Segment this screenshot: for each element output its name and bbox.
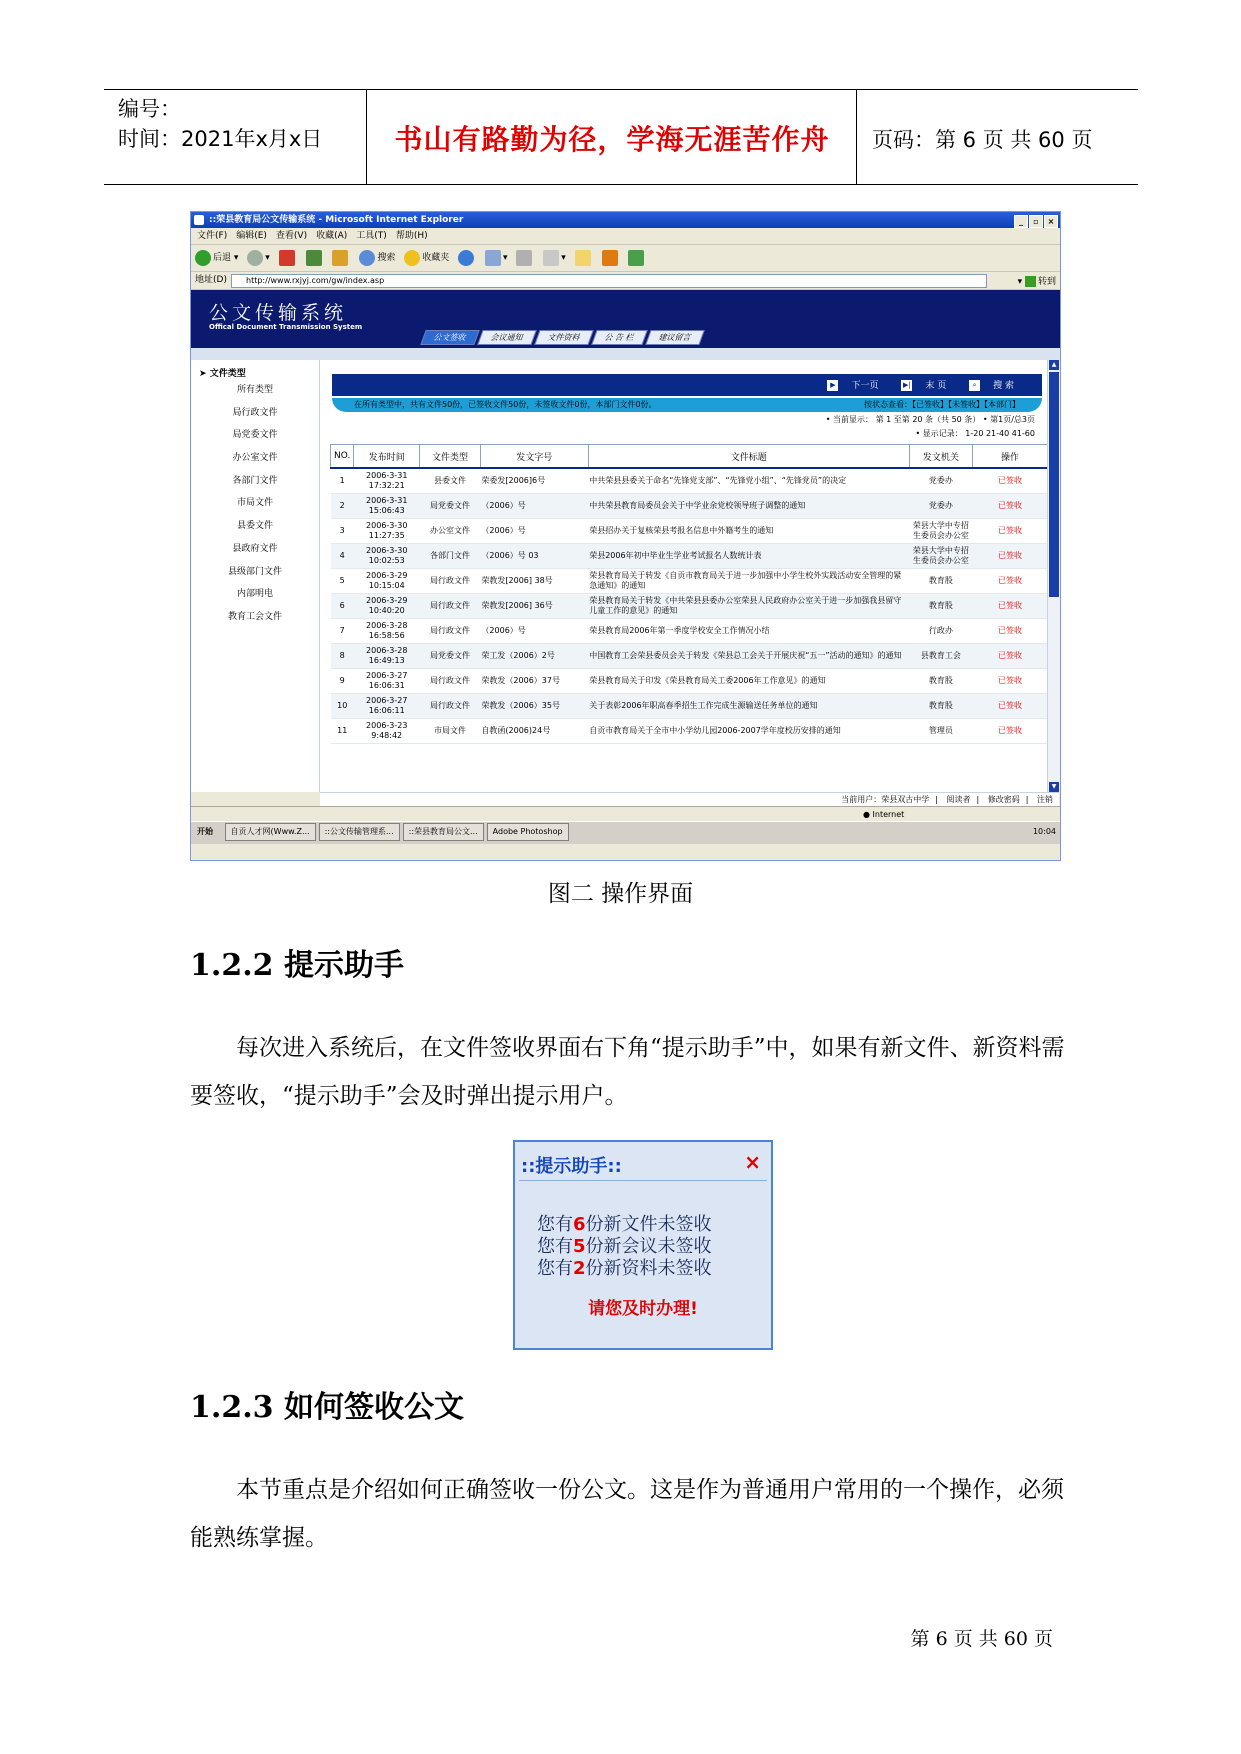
home-button[interactable]	[332, 245, 350, 271]
logout-link[interactable]: 注销	[1037, 795, 1053, 804]
current-user: 当前用户：荣县双古中学	[841, 795, 930, 804]
column-header: 文件类型	[420, 445, 481, 469]
menu-item[interactable]: 查看(V)	[275, 231, 308, 241]
cell-title[interactable]: 中国教育工会荣县委员会关于转发《荣县总工会关于开展庆祝“五一”活动的通知》的通知	[588, 644, 909, 669]
column-header: 发文机关	[909, 445, 972, 469]
cell-code: 荣教发[2006] 36号	[480, 594, 588, 619]
messenger-icon	[628, 250, 644, 266]
table-row	[331, 519, 1048, 544]
next-icon: ▶	[827, 380, 838, 391]
table-row	[331, 619, 1048, 644]
cell-no: 3	[331, 519, 354, 544]
cell-type: 县委文件	[420, 468, 481, 494]
banner-gap	[191, 348, 1060, 360]
tab-5[interactable]: 建议留言	[645, 330, 704, 345]
helper-divider	[519, 1180, 767, 1181]
table-row	[331, 594, 1048, 619]
display-info: • 当前显示： 第 1 至第 20 条（共 50 条） • 第1页/总3页	[825, 415, 1035, 424]
summary-bar	[332, 398, 1042, 412]
cell-op[interactable]: 已签收	[972, 594, 1047, 619]
last-icon: ▶|	[903, 381, 911, 389]
cell-title[interactable]: 荣县招办关于复核荣县考报名信息中外籍考生的通知	[588, 519, 909, 544]
menu-item[interactable]: 编辑(E)	[236, 231, 267, 241]
cell-op[interactable]: 已签收	[972, 468, 1047, 494]
summary-text: 在所有类型中，共有文件50份，已签收文件50份，未签收文件0份，本部门文件0份。	[354, 400, 657, 409]
table-row	[331, 468, 1048, 494]
cell-time: 2006-3-23 9:48:42	[354, 719, 420, 744]
document-table	[330, 444, 1048, 744]
cell-no: 4	[331, 544, 354, 569]
cell-type: 办公室文件	[420, 519, 481, 544]
cell-time: 2006-3-30 10:02:53	[354, 544, 420, 569]
cell-org: 党委办	[909, 468, 972, 494]
cell-time: 2006-3-29 10:15:04	[354, 569, 420, 594]
cell-type: 局党委文件	[420, 644, 481, 669]
home-icon	[332, 250, 348, 266]
taskbar-task[interactable]: ::公文传输管理系...	[319, 823, 400, 841]
cell-title[interactable]: 荣县2006年初中毕业生学业考试报名人数统计表	[588, 544, 909, 569]
column-header: 发文字号	[480, 445, 588, 469]
sidebar	[191, 360, 320, 792]
media-button[interactable]	[602, 245, 620, 271]
cell-org: 荣县大学中专招生委员会办公室	[909, 519, 972, 544]
cell-time: 2006-3-28 16:49:13	[354, 644, 420, 669]
table-row	[331, 569, 1048, 594]
cell-time: 2006-3-31 17:32:21	[354, 468, 420, 494]
cell-code: （2006）号	[480, 494, 588, 519]
cell-title[interactable]: 关于表彰2006年职高春季招生工作完成生源输送任务单位的通知	[588, 694, 909, 719]
folder-icon	[575, 250, 591, 266]
header-motto: 书山有路勤为径，学海无涯苦作舟	[394, 123, 830, 156]
word-icon	[543, 250, 559, 266]
cell-org: 行政办	[909, 619, 972, 644]
column-header: NO.	[331, 445, 354, 469]
cell-org: 管理员	[909, 719, 972, 744]
column-header: 操作	[972, 445, 1047, 469]
helper-line-materials: 您有2份新资料未签收	[537, 1258, 712, 1279]
cell-op[interactable]: 已签收	[972, 669, 1047, 694]
pager-bar	[332, 374, 1042, 396]
print-icon	[516, 250, 532, 266]
stop-button[interactable]	[279, 245, 297, 271]
taskbar-task[interactable]: Adobe Photoshop	[487, 823, 569, 841]
cell-op[interactable]: 已签收	[972, 544, 1047, 569]
browser-screenshot	[190, 211, 1061, 861]
time-label: 时间：2021年x月x日	[118, 127, 323, 151]
cell-type: 局党委文件	[420, 494, 481, 519]
sidebar-item[interactable]: 县委文件	[236, 521, 273, 532]
close-icon[interactable]: ×	[1044, 215, 1058, 228]
helper-line-meetings: 您有5份新会议未签收	[537, 1236, 712, 1257]
records-info[interactable]: • 显示记录： 1-20 21-40 41-60	[915, 429, 1035, 438]
cell-type: 局行政文件	[420, 694, 481, 719]
table-row	[331, 669, 1048, 694]
cell-org: 教育股	[909, 694, 972, 719]
table-row	[331, 694, 1048, 719]
cell-no: 11	[331, 719, 354, 744]
table-row	[331, 644, 1048, 669]
cell-op[interactable]: 已签收	[972, 494, 1047, 519]
edit-button[interactable]: ▾	[543, 245, 566, 271]
app-banner	[191, 290, 1060, 348]
sidebar-item[interactable]: 局行政文件	[232, 407, 278, 418]
minimize-icon[interactable]: _	[1014, 215, 1028, 228]
cell-org: 教育股	[909, 669, 972, 694]
cell-org: 荣县大学中专招生委员会办公室	[909, 544, 972, 569]
app-subtitle: Offical Document Transmission System	[209, 323, 363, 331]
reader-link[interactable]: 阅读者	[946, 795, 971, 804]
section-heading-123: 1.2.3 如何签收公文	[190, 1390, 464, 1425]
back-button[interactable]: 后退 ▾	[195, 245, 238, 271]
messenger-button[interactable]	[628, 245, 646, 271]
system-tray	[1033, 822, 1056, 842]
cell-time: 2006-3-30 11:27:35	[354, 519, 420, 544]
window-title: ::荣县教育局公文传输系统 - Microsoft Internet Explorer	[209, 215, 464, 225]
print-button[interactable]	[516, 245, 534, 271]
menu-item[interactable]: 收藏(A)	[316, 231, 348, 241]
scrollbar[interactable]	[1047, 360, 1060, 792]
cell-code: （2006）号 03	[480, 544, 588, 569]
search-button[interactable]: 搜索	[359, 245, 395, 271]
cell-org: 县教育工会	[909, 644, 972, 669]
app-tabs	[423, 330, 705, 345]
taskbar	[191, 821, 1060, 844]
cell-code: 荣工发（2006）2号	[480, 644, 588, 669]
address-input[interactable]: http://www.rxjyj.com/gw/index.asp	[231, 274, 987, 288]
cell-time: 2006-3-27 16:06:31	[354, 669, 420, 694]
taskbar-tasks	[222, 827, 569, 836]
cell-title[interactable]: 荣县教育局关于转发《自贡市教育局关于进一步加强中小学生校外实践活动安全管理的紧急通知》的通知	[588, 569, 909, 594]
close-icon[interactable]: ×	[744, 1150, 761, 1174]
scroll-thumb[interactable]	[1049, 372, 1059, 597]
cell-code: （2006）号	[480, 619, 588, 644]
header-meta	[118, 94, 322, 154]
cell-op[interactable]: 已签收	[972, 694, 1047, 719]
table-row	[331, 494, 1048, 519]
cell-type: 局行政文件	[420, 569, 481, 594]
menu-item[interactable]: 文件(F)	[197, 231, 228, 241]
app-title: 公文传输系统	[209, 302, 348, 324]
forward-arrow-icon	[247, 250, 263, 266]
divider	[856, 90, 857, 184]
favorites-button[interactable]: 收藏夹	[404, 245, 449, 271]
folder-button[interactable]	[575, 245, 593, 271]
helper-popup	[513, 1140, 773, 1350]
star-icon	[404, 250, 420, 266]
cell-no: 2	[331, 494, 354, 519]
cell-type: 局行政文件	[420, 669, 481, 694]
cell-type: 各部门文件	[420, 544, 481, 569]
restore-icon[interactable]: ▫	[1029, 215, 1043, 228]
go-arrow-icon	[1025, 276, 1036, 287]
page-header	[104, 89, 1138, 185]
history-icon	[458, 250, 474, 266]
sidebar-item[interactable]: 各部门文件	[232, 475, 278, 486]
cell-op[interactable]: 已签收	[972, 619, 1047, 644]
page-footer: 第 6 页 共 60 页	[910, 1628, 1053, 1650]
sidebar-item[interactable]: 教育工会文件	[227, 611, 282, 622]
cell-time: 2006-3-29 10:40:20	[354, 594, 420, 619]
cell-no: 10	[331, 694, 354, 719]
sidebar-item[interactable]: 局党委文件	[232, 430, 278, 441]
section-heading-122: 1.2.2 提示助手	[190, 948, 404, 983]
cell-title[interactable]: 自贡市教育局关于全市中小学幼儿园2006-2007学年度校历安排的通知	[588, 719, 909, 744]
table-body	[331, 468, 1048, 744]
tab-2[interactable]: 会议通知	[477, 330, 536, 345]
cell-time: 2006-3-27 16:06:11	[354, 694, 420, 719]
menu-item[interactable]: 帮助(H)	[395, 231, 428, 241]
table-header	[331, 445, 1048, 469]
cell-org: 教育股	[909, 594, 972, 619]
ie-icon	[194, 215, 204, 225]
paragraph-122: 每次进入系统后，在文件签收界面右下角“提示助手”中，如果有新文件、新资料需要签收，“提示助手”会及时弹出提示用户。	[190, 1035, 1065, 1109]
cell-org: 党委办	[909, 494, 972, 519]
scroll-down-icon[interactable]: ▼	[1049, 782, 1059, 792]
search-link[interactable]: ⌕ 搜 索	[959, 381, 1014, 391]
change-password-link[interactable]: 修改密码	[987, 795, 1020, 804]
helper-line-files: 您有6份新文件未签收	[537, 1214, 712, 1235]
zone-label: ● Internet	[863, 810, 905, 819]
sidebar-items	[191, 379, 319, 629]
cell-time: 2006-3-31 15:06:43	[354, 494, 420, 519]
cell-code: 荣教发[2006] 38号	[480, 569, 588, 594]
sidebar-item[interactable]: 办公室文件	[232, 453, 278, 464]
clock: 10:04	[1032, 827, 1056, 836]
main-content	[320, 360, 1047, 792]
sidebar-item[interactable]: 县政府文件	[232, 543, 278, 554]
cell-title[interactable]: 中共荣县县委关于命名“先锋党支部”、“先锋党小组”、“先锋党员”的决定	[588, 468, 909, 494]
cell-code: 荣教发（2006）37号	[480, 669, 588, 694]
header-page-label: 页码：第 6 页 共 60 页	[872, 128, 1093, 152]
cell-code: 荣教发（2006）35号	[480, 694, 588, 719]
cell-op[interactable]: 已签收	[972, 519, 1047, 544]
search-icon	[359, 250, 375, 266]
cell-no: 1	[331, 468, 354, 494]
mail-icon	[485, 250, 501, 266]
address-bar	[191, 272, 1060, 290]
back-arrow-icon	[195, 250, 211, 266]
scroll-up-icon[interactable]: ▲	[1049, 360, 1059, 370]
menu-bar	[191, 228, 1060, 245]
stop-icon	[279, 250, 295, 266]
cell-title[interactable]: 中共荣县教育局委员会关于中学业余党校领导班子调整的通知	[588, 494, 909, 519]
sidebar-header: ➤ 文件类型	[199, 369, 246, 379]
figure-caption: 图二 操作界面	[547, 881, 694, 907]
number-label: 编号：	[118, 97, 181, 121]
cell-op[interactable]: 已签收	[972, 644, 1047, 669]
cell-type: 局行政文件	[420, 594, 481, 619]
cell-no: 9	[331, 669, 354, 694]
taskbar-task[interactable]: ::荣县教育局公文...	[403, 823, 484, 841]
mail-button[interactable]: ▾	[485, 245, 508, 271]
ie-status-bar	[191, 806, 1060, 822]
cell-op[interactable]: 已签收	[972, 569, 1047, 594]
status-filter[interactable]: 按状态查看：【已签收】【未签收】【本部门】	[864, 400, 1020, 409]
paragraph-123: 本节重点是介绍如何正确签收一份公文。这是作为普通用户常用的一个操作，必须能熟练掌握。	[190, 1477, 1064, 1551]
taskbar-task[interactable]: 自贡人才网(Www.Z...	[225, 823, 316, 841]
cell-title[interactable]: 荣县教育局关于转发《中共荣县县委办公室荣县人民政府办公室关于进一步加强我县留守儿童工作的意见》的通知	[588, 594, 909, 619]
address-label: 地址(D)	[195, 275, 227, 285]
next-page-link[interactable]: ▶ 下一页	[817, 381, 878, 391]
forward-button[interactable]: ▾	[247, 245, 270, 271]
sidebar-item[interactable]: 所有类型	[236, 385, 273, 395]
cell-no: 5	[331, 569, 354, 594]
cell-type: 市局文件	[420, 719, 481, 744]
cell-op[interactable]: 已签收	[972, 719, 1047, 744]
cell-time: 2006-3-28 16:58:56	[354, 619, 420, 644]
cell-code: 荣委发[2006]6号	[480, 468, 588, 494]
sidebar-item[interactable]: 市局文件	[236, 498, 273, 509]
cell-title[interactable]: 荣县教育局关于印发《荣县教育局关工委2006年工作意见》的通知	[588, 669, 909, 694]
toolbar	[191, 245, 1060, 272]
cell-code: 自教函(2006)24号	[480, 719, 588, 744]
go-button[interactable]: ▾ 转到	[1017, 277, 1056, 287]
tab-1[interactable]: 公文签收	[420, 330, 479, 345]
last-page-link[interactable]: ▶| 末 页	[903, 381, 947, 391]
media-icon	[602, 250, 618, 266]
helper-call-to-action[interactable]: 请您及时办理!	[588, 1299, 698, 1319]
sidebar-item[interactable]: 内部明电	[236, 589, 273, 600]
window-titlebar	[191, 212, 1060, 228]
divider	[366, 90, 367, 184]
menu-item[interactable]: 工具(T)	[356, 231, 387, 241]
table-row	[331, 544, 1048, 569]
column-header: 发布时间	[354, 445, 420, 469]
refresh-button[interactable]	[306, 245, 324, 271]
sidebar-item[interactable]: 县级部门文件	[227, 566, 282, 577]
helper-title: ::提示助手::	[521, 1156, 622, 1177]
cell-no: 6	[331, 594, 354, 619]
cell-no: 7	[331, 619, 354, 644]
tab-3[interactable]: 文件资料	[534, 330, 593, 345]
cell-org: 教育股	[909, 569, 972, 594]
history-button[interactable]	[458, 245, 476, 271]
column-header: 文件标题	[588, 445, 909, 469]
table-row	[331, 719, 1048, 744]
user-status-line: 当前用户：荣县双古中学 | 阅读者 | 修改密码 | 注销	[320, 792, 1059, 807]
cell-title[interactable]: 荣县教育局2006年第一季度学校安全工作情况小结	[588, 619, 909, 644]
cell-code: （2006）号	[480, 519, 588, 544]
cell-no: 8	[331, 644, 354, 669]
start-button[interactable]: 开始	[197, 827, 213, 836]
refresh-icon	[306, 250, 322, 266]
cell-type: 局行政文件	[420, 619, 481, 644]
search-icon: ⌕	[969, 380, 980, 391]
tab-4[interactable]: 公 告 栏	[591, 330, 648, 345]
